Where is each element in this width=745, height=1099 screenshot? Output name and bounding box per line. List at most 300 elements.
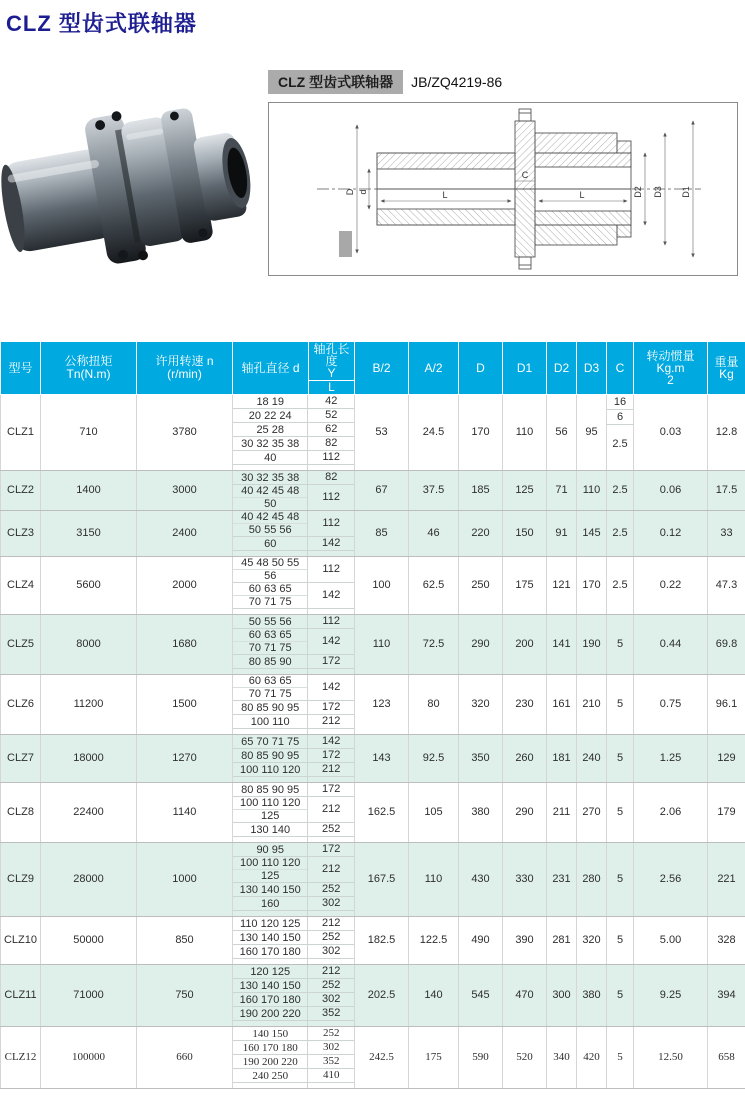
coupling-cross-section <box>269 103 737 275</box>
bore-cell <box>233 917 355 965</box>
bore-length-value: 142 <box>307 735 354 748</box>
model-cell: CLZ3 <box>1 511 41 557</box>
bore-diameters: 90 95 <box>233 844 307 856</box>
col-inertia-line1: 转动惯量 Kg.m <box>634 350 707 374</box>
speed-cell: 1140 <box>137 783 233 843</box>
product-photo <box>0 64 258 300</box>
table-row <box>1 735 745 783</box>
bore-diameters: 80 85 90 95 <box>233 750 307 762</box>
bore-length-value: 302 <box>307 993 354 1006</box>
speed-cell: 1270 <box>137 735 233 783</box>
bore-length-value: 252 <box>307 931 354 944</box>
bore-group <box>233 836 354 842</box>
bore-length-value: 212 <box>307 763 354 776</box>
weight-cell: 33 <box>708 511 745 557</box>
bore-diameters: 80 85 90 <box>233 656 307 668</box>
D3-cell: 145 <box>577 511 607 557</box>
C-cell: 5 <box>607 735 634 783</box>
bore-length-value <box>307 837 354 842</box>
a2-cell: 175 <box>409 1027 459 1089</box>
bore-diameters <box>233 837 307 842</box>
D-cell: 220 <box>459 511 503 557</box>
bore-group <box>233 1020 354 1026</box>
bore-length-value: 172 <box>307 701 354 714</box>
D-cell: 290 <box>459 615 503 675</box>
bore-length-value <box>307 1021 354 1026</box>
bore-group <box>233 395 354 408</box>
D-cell: 185 <box>459 471 503 511</box>
D-cell: 430 <box>459 843 503 917</box>
bore-group <box>233 882 354 896</box>
dim-label-D3: D3 <box>653 186 663 198</box>
bore-group <box>233 668 354 674</box>
bore-length-value <box>307 669 354 674</box>
bore-diameters: 70 71 75 <box>233 641 307 654</box>
bore-group <box>233 930 354 944</box>
bore-diameters: 160 170 180 <box>233 946 307 958</box>
D3-cell: 170 <box>577 557 607 615</box>
bore-length-value <box>307 777 354 782</box>
col-bore-length-l: L <box>309 380 354 393</box>
inertia-cell: 5.00 <box>634 917 708 965</box>
spec-table <box>0 341 745 1089</box>
model-cell: CLZ10 <box>1 917 41 965</box>
bore-length-value: 212 <box>307 715 354 728</box>
bore-length-value: 302 <box>307 945 354 958</box>
bore-group <box>233 714 354 728</box>
weight-cell: 69.8 <box>708 615 745 675</box>
bore-diameters: 80 85 90 95 <box>233 702 307 714</box>
a2-cell: 37.5 <box>409 471 459 511</box>
bore-diameters: 50 <box>233 497 307 510</box>
b2-cell: 67 <box>355 471 409 511</box>
D2-cell: 211 <box>547 783 577 843</box>
bore-diameters <box>233 959 307 964</box>
bore-group <box>233 1006 354 1020</box>
bore-group <box>233 408 354 422</box>
torque-cell: 710 <box>41 395 137 471</box>
torque-cell: 18000 <box>41 735 137 783</box>
bore-cell <box>233 471 355 511</box>
C-sub-value: 6 <box>607 410 633 425</box>
C-cell: 5 <box>607 615 634 675</box>
bore-diameters: 50 55 56 <box>233 523 307 536</box>
bore-length-value: 42 <box>307 395 354 408</box>
bore-group <box>233 776 354 782</box>
b2-cell: 202.5 <box>355 965 409 1027</box>
bore-diameters: 160 170 180 <box>233 1042 307 1054</box>
bore-length-value: 142 <box>307 537 354 550</box>
bore-group <box>233 436 354 450</box>
C-cell: 5 <box>607 675 634 735</box>
weight-cell: 129 <box>708 735 745 783</box>
bore-group <box>233 675 354 700</box>
weight-cell: 47.3 <box>708 557 745 615</box>
dim-label-L-left: L <box>442 190 447 200</box>
bore-cell <box>233 843 355 917</box>
D3-cell: 240 <box>577 735 607 783</box>
speed-cell: 660 <box>137 1027 233 1089</box>
D2-cell: 231 <box>547 843 577 917</box>
inertia-cell: 2.56 <box>634 843 708 917</box>
torque-cell: 50000 <box>41 917 137 965</box>
col-weight-line1: 重量 <box>708 356 745 368</box>
D2-cell: 281 <box>547 917 577 965</box>
D3-cell: 280 <box>577 843 607 917</box>
model-cell: CLZ11 <box>1 965 41 1027</box>
speed-cell: 3780 <box>137 395 233 471</box>
bore-length-value: 112 <box>307 511 354 536</box>
bore-group <box>233 917 354 930</box>
bore-group <box>233 796 354 822</box>
D-cell: 320 <box>459 675 503 735</box>
speed-cell: 1680 <box>137 615 233 675</box>
model-cell: CLZ5 <box>1 615 41 675</box>
col-D2: D2 <box>547 342 577 395</box>
bore-diameters: 160 170 180 <box>233 994 307 1006</box>
bore-diameters: 18 19 <box>233 396 307 408</box>
drawing-standard: JB/ZQ4219-86 <box>411 74 502 90</box>
bore-length-value: 172 <box>307 843 354 856</box>
C-cell: 2.5 <box>607 471 634 511</box>
bore-diameters: 80 85 90 95 <box>233 784 307 796</box>
col-bore-diameter: 轴孔直径 d <box>233 342 309 395</box>
D2-cell: 300 <box>547 965 577 1027</box>
D3-cell: 210 <box>577 675 607 735</box>
speed-cell: 2400 <box>137 511 233 557</box>
bore-length-value <box>307 551 354 556</box>
weight-cell: 12.8 <box>708 395 745 471</box>
b2-cell: 53 <box>355 395 409 471</box>
bore-diameters <box>233 1021 307 1026</box>
media-section <box>0 64 745 341</box>
model-cell: CLZ12 <box>1 1027 41 1089</box>
D-cell: 350 <box>459 735 503 783</box>
table-row <box>1 917 745 965</box>
torque-cell: 28000 <box>41 843 137 917</box>
D1-cell: 290 <box>503 783 547 843</box>
dim-label-D: D <box>345 188 355 195</box>
bore-group <box>233 615 354 628</box>
bore-length-value <box>307 729 354 734</box>
speed-cell: 3000 <box>137 471 233 511</box>
torque-cell: 1400 <box>41 471 137 511</box>
bore-group <box>233 1054 354 1068</box>
bore-group <box>233 550 354 556</box>
model-cell: CLZ1 <box>1 395 41 471</box>
bore-length-value <box>307 609 354 614</box>
weight-cell: 328 <box>708 917 745 965</box>
bore-diameters: 30 32 35 38 <box>233 472 307 484</box>
D3-cell: 110 <box>577 471 607 511</box>
D3-cell: 95 <box>577 395 607 471</box>
col-bore-length <box>309 342 355 395</box>
C-cell: 5 <box>607 965 634 1027</box>
D-cell: 250 <box>459 557 503 615</box>
bore-group <box>233 654 354 668</box>
bore-diameters: 70 71 75 <box>233 595 307 608</box>
D3-cell: 320 <box>577 917 607 965</box>
torque-cell: 100000 <box>41 1027 137 1089</box>
inertia-cell: 2.06 <box>634 783 708 843</box>
bore-length-value: 172 <box>307 655 354 668</box>
a2-cell: 140 <box>409 965 459 1027</box>
col-D1: D1 <box>503 342 547 395</box>
bore-cell <box>233 511 355 557</box>
bore-diameters: 110 120 125 <box>233 918 307 930</box>
table-row <box>1 557 745 615</box>
bore-group <box>233 422 354 436</box>
model-cell: CLZ7 <box>1 735 41 783</box>
inertia-cell: 0.06 <box>634 471 708 511</box>
D1-cell: 390 <box>503 917 547 965</box>
bore-diameters <box>233 911 307 916</box>
bore-group <box>233 1027 354 1040</box>
drawing-section <box>268 70 738 276</box>
b2-cell: 123 <box>355 675 409 735</box>
bore-group <box>233 910 354 916</box>
D-cell: 490 <box>459 917 503 965</box>
D1-cell: 200 <box>503 615 547 675</box>
D2-cell: 56 <box>547 395 577 471</box>
bore-group <box>233 783 354 796</box>
model-cell: CLZ8 <box>1 783 41 843</box>
D-cell: 545 <box>459 965 503 1027</box>
bore-diameters <box>233 1083 307 1088</box>
D3-cell: 380 <box>577 965 607 1027</box>
D2-cell: 121 <box>547 557 577 615</box>
bore-diameters: 100 110 120 <box>233 764 307 776</box>
D1-cell: 150 <box>503 511 547 557</box>
bore-diameters: 130 140 150 <box>233 932 307 944</box>
model-cell: CLZ2 <box>1 471 41 511</box>
D2-cell: 340 <box>547 1027 577 1089</box>
col-bore-length-title: 轴孔长度 <box>309 343 354 367</box>
table-row <box>1 395 745 471</box>
dim-label-d: d <box>358 189 368 194</box>
bore-group <box>233 1068 354 1082</box>
spec-table-body <box>1 395 745 1089</box>
bore-length-value: 112 <box>307 615 354 628</box>
bore-diameters: 20 22 24 <box>233 410 307 422</box>
bore-diameters: 160 <box>233 898 307 910</box>
drawing-header <box>268 70 738 94</box>
bore-cell <box>233 735 355 783</box>
scan-watermark-block <box>339 231 352 257</box>
page-title: CLZ 型齿式联轴器 <box>6 10 745 38</box>
table-row <box>1 783 745 843</box>
bore-cell <box>233 965 355 1027</box>
bore-diameters: 100 110 120 <box>233 857 307 869</box>
inertia-cell: 9.25 <box>634 965 708 1027</box>
table-row <box>1 843 745 917</box>
bore-diameters: 190 200 220 <box>233 1008 307 1020</box>
bore-length-value <box>307 911 354 916</box>
page <box>0 10 745 1089</box>
bore-length-value: 302 <box>307 1041 354 1054</box>
bore-diameters: 40 <box>233 452 307 464</box>
bore-diameters <box>233 609 307 614</box>
D1-cell: 230 <box>503 675 547 735</box>
bore-group <box>233 471 354 484</box>
inertia-cell: 0.03 <box>634 395 708 471</box>
b2-cell: 167.5 <box>355 843 409 917</box>
bore-group <box>233 700 354 714</box>
bore-diameters: 50 55 56 <box>233 616 307 628</box>
col-b2: B/2 <box>355 342 409 395</box>
bore-length-value: 252 <box>307 823 354 836</box>
bore-diameters: 190 200 220 <box>233 1056 307 1068</box>
table-row <box>1 1027 745 1089</box>
inertia-cell: 12.50 <box>634 1027 708 1089</box>
bore-length-value: 82 <box>307 471 354 484</box>
table-row <box>1 511 745 557</box>
col-inertia <box>634 342 708 395</box>
dim-label-L-right: L <box>579 190 584 200</box>
bore-cell <box>233 783 355 843</box>
weight-cell: 221 <box>708 843 745 917</box>
speed-cell: 1000 <box>137 843 233 917</box>
coupling-photo-body <box>0 90 258 282</box>
a2-cell: 72.5 <box>409 615 459 675</box>
bore-group <box>233 728 354 734</box>
dim-label-D1: D1 <box>681 186 691 198</box>
bore-diameters: 130 140 150 <box>233 884 307 896</box>
torque-cell: 8000 <box>41 615 137 675</box>
model-cell: CLZ9 <box>1 843 41 917</box>
bore-diameters: 140 150 <box>233 1028 307 1040</box>
bore-group <box>233 735 354 748</box>
b2-cell: 182.5 <box>355 917 409 965</box>
inertia-cell: 0.75 <box>634 675 708 735</box>
bore-length-value: 212 <box>307 797 354 822</box>
bore-length-value: 62 <box>307 423 354 436</box>
C-cell: 2.5 <box>607 511 634 557</box>
bore-length-value: 252 <box>307 979 354 992</box>
bore-group <box>233 856 354 882</box>
bore-group <box>233 843 354 856</box>
bore-diameters: 130 140 <box>233 824 307 836</box>
bore-group <box>233 958 354 964</box>
torque-cell: 11200 <box>41 675 137 735</box>
D2-cell: 181 <box>547 735 577 783</box>
bore-diameters <box>233 669 307 674</box>
torque-cell: 22400 <box>41 783 137 843</box>
col-inertia-line2: 2 <box>634 374 707 386</box>
bore-length-value: 142 <box>307 675 354 700</box>
C-sub-value: 16 <box>607 395 633 410</box>
bore-length-value: 352 <box>307 1055 354 1068</box>
bore-group <box>233 748 354 762</box>
bore-group <box>233 511 354 536</box>
bore-group <box>233 822 354 836</box>
col-weight <box>708 342 745 395</box>
bore-length-value: 212 <box>307 917 354 930</box>
table-row <box>1 965 745 1027</box>
speed-cell: 850 <box>137 917 233 965</box>
speed-cell: 750 <box>137 965 233 1027</box>
col-a2: A/2 <box>409 342 459 395</box>
a2-cell: 110 <box>409 843 459 917</box>
bore-length-value: 52 <box>307 409 354 422</box>
weight-cell: 394 <box>708 965 745 1027</box>
inertia-cell: 0.44 <box>634 615 708 675</box>
bore-group <box>233 978 354 992</box>
bore-length-value: 172 <box>307 749 354 762</box>
bore-diameters <box>233 777 307 782</box>
bore-group <box>233 762 354 776</box>
inertia-cell: 0.22 <box>634 557 708 615</box>
col-C: C <box>607 342 634 395</box>
bore-cell <box>233 675 355 735</box>
bore-cell <box>233 615 355 675</box>
bore-length-value: 172 <box>307 783 354 796</box>
bore-diameters <box>233 551 307 556</box>
bore-diameters: 25 28 <box>233 424 307 436</box>
inertia-cell: 1.25 <box>634 735 708 783</box>
C-cell: 5 <box>607 917 634 965</box>
C-cell: 5 <box>607 843 634 917</box>
drawing-title: CLZ 型齿式联轴器 <box>268 70 403 94</box>
weight-cell: 96.1 <box>708 675 745 735</box>
bore-length-value: 212 <box>307 857 354 882</box>
a2-cell: 105 <box>409 783 459 843</box>
header-row <box>1 342 745 395</box>
bore-group <box>233 944 354 958</box>
bore-group <box>233 557 354 582</box>
speed-cell: 2000 <box>137 557 233 615</box>
bore-group <box>233 484 354 510</box>
D3-cell: 270 <box>577 783 607 843</box>
bore-diameters: 56 <box>233 569 307 582</box>
bore-cell <box>233 557 355 615</box>
D-cell: 590 <box>459 1027 503 1089</box>
bore-diameters: 125 <box>233 809 307 822</box>
col-speed: 许用转速 n (r/min) <box>137 342 233 395</box>
D1-cell: 470 <box>503 965 547 1027</box>
model-cell: CLZ6 <box>1 675 41 735</box>
col-weight-line2: Kg <box>708 368 745 380</box>
b2-cell: 143 <box>355 735 409 783</box>
bore-group <box>233 1082 354 1088</box>
D3-cell: 190 <box>577 615 607 675</box>
bore-group <box>233 992 354 1006</box>
bore-diameters: 60 63 65 <box>233 675 307 687</box>
bore-group <box>233 582 354 608</box>
col-torque: 公称扭矩 Tn(N.m) <box>41 342 137 395</box>
D2-cell: 91 <box>547 511 577 557</box>
bore-diameters: 60 63 65 <box>233 629 307 641</box>
col-D: D <box>459 342 503 395</box>
table-row <box>1 675 745 735</box>
weight-cell: 179 <box>708 783 745 843</box>
a2-cell: 92.5 <box>409 735 459 783</box>
D2-cell: 161 <box>547 675 577 735</box>
bore-group <box>233 628 354 654</box>
D1-cell: 520 <box>503 1027 547 1089</box>
torque-cell: 71000 <box>41 965 137 1027</box>
D1-cell: 260 <box>503 735 547 783</box>
weight-cell: 658 <box>708 1027 745 1089</box>
table-row <box>1 615 745 675</box>
table-header <box>1 342 745 395</box>
bore-diameters: 100 110 120 <box>233 797 307 809</box>
bore-length-value: 112 <box>307 485 354 510</box>
D1-cell: 110 <box>503 395 547 471</box>
bore-length-value: 302 <box>307 897 354 910</box>
table-row <box>1 471 745 511</box>
bore-diameters: 125 <box>233 869 307 882</box>
